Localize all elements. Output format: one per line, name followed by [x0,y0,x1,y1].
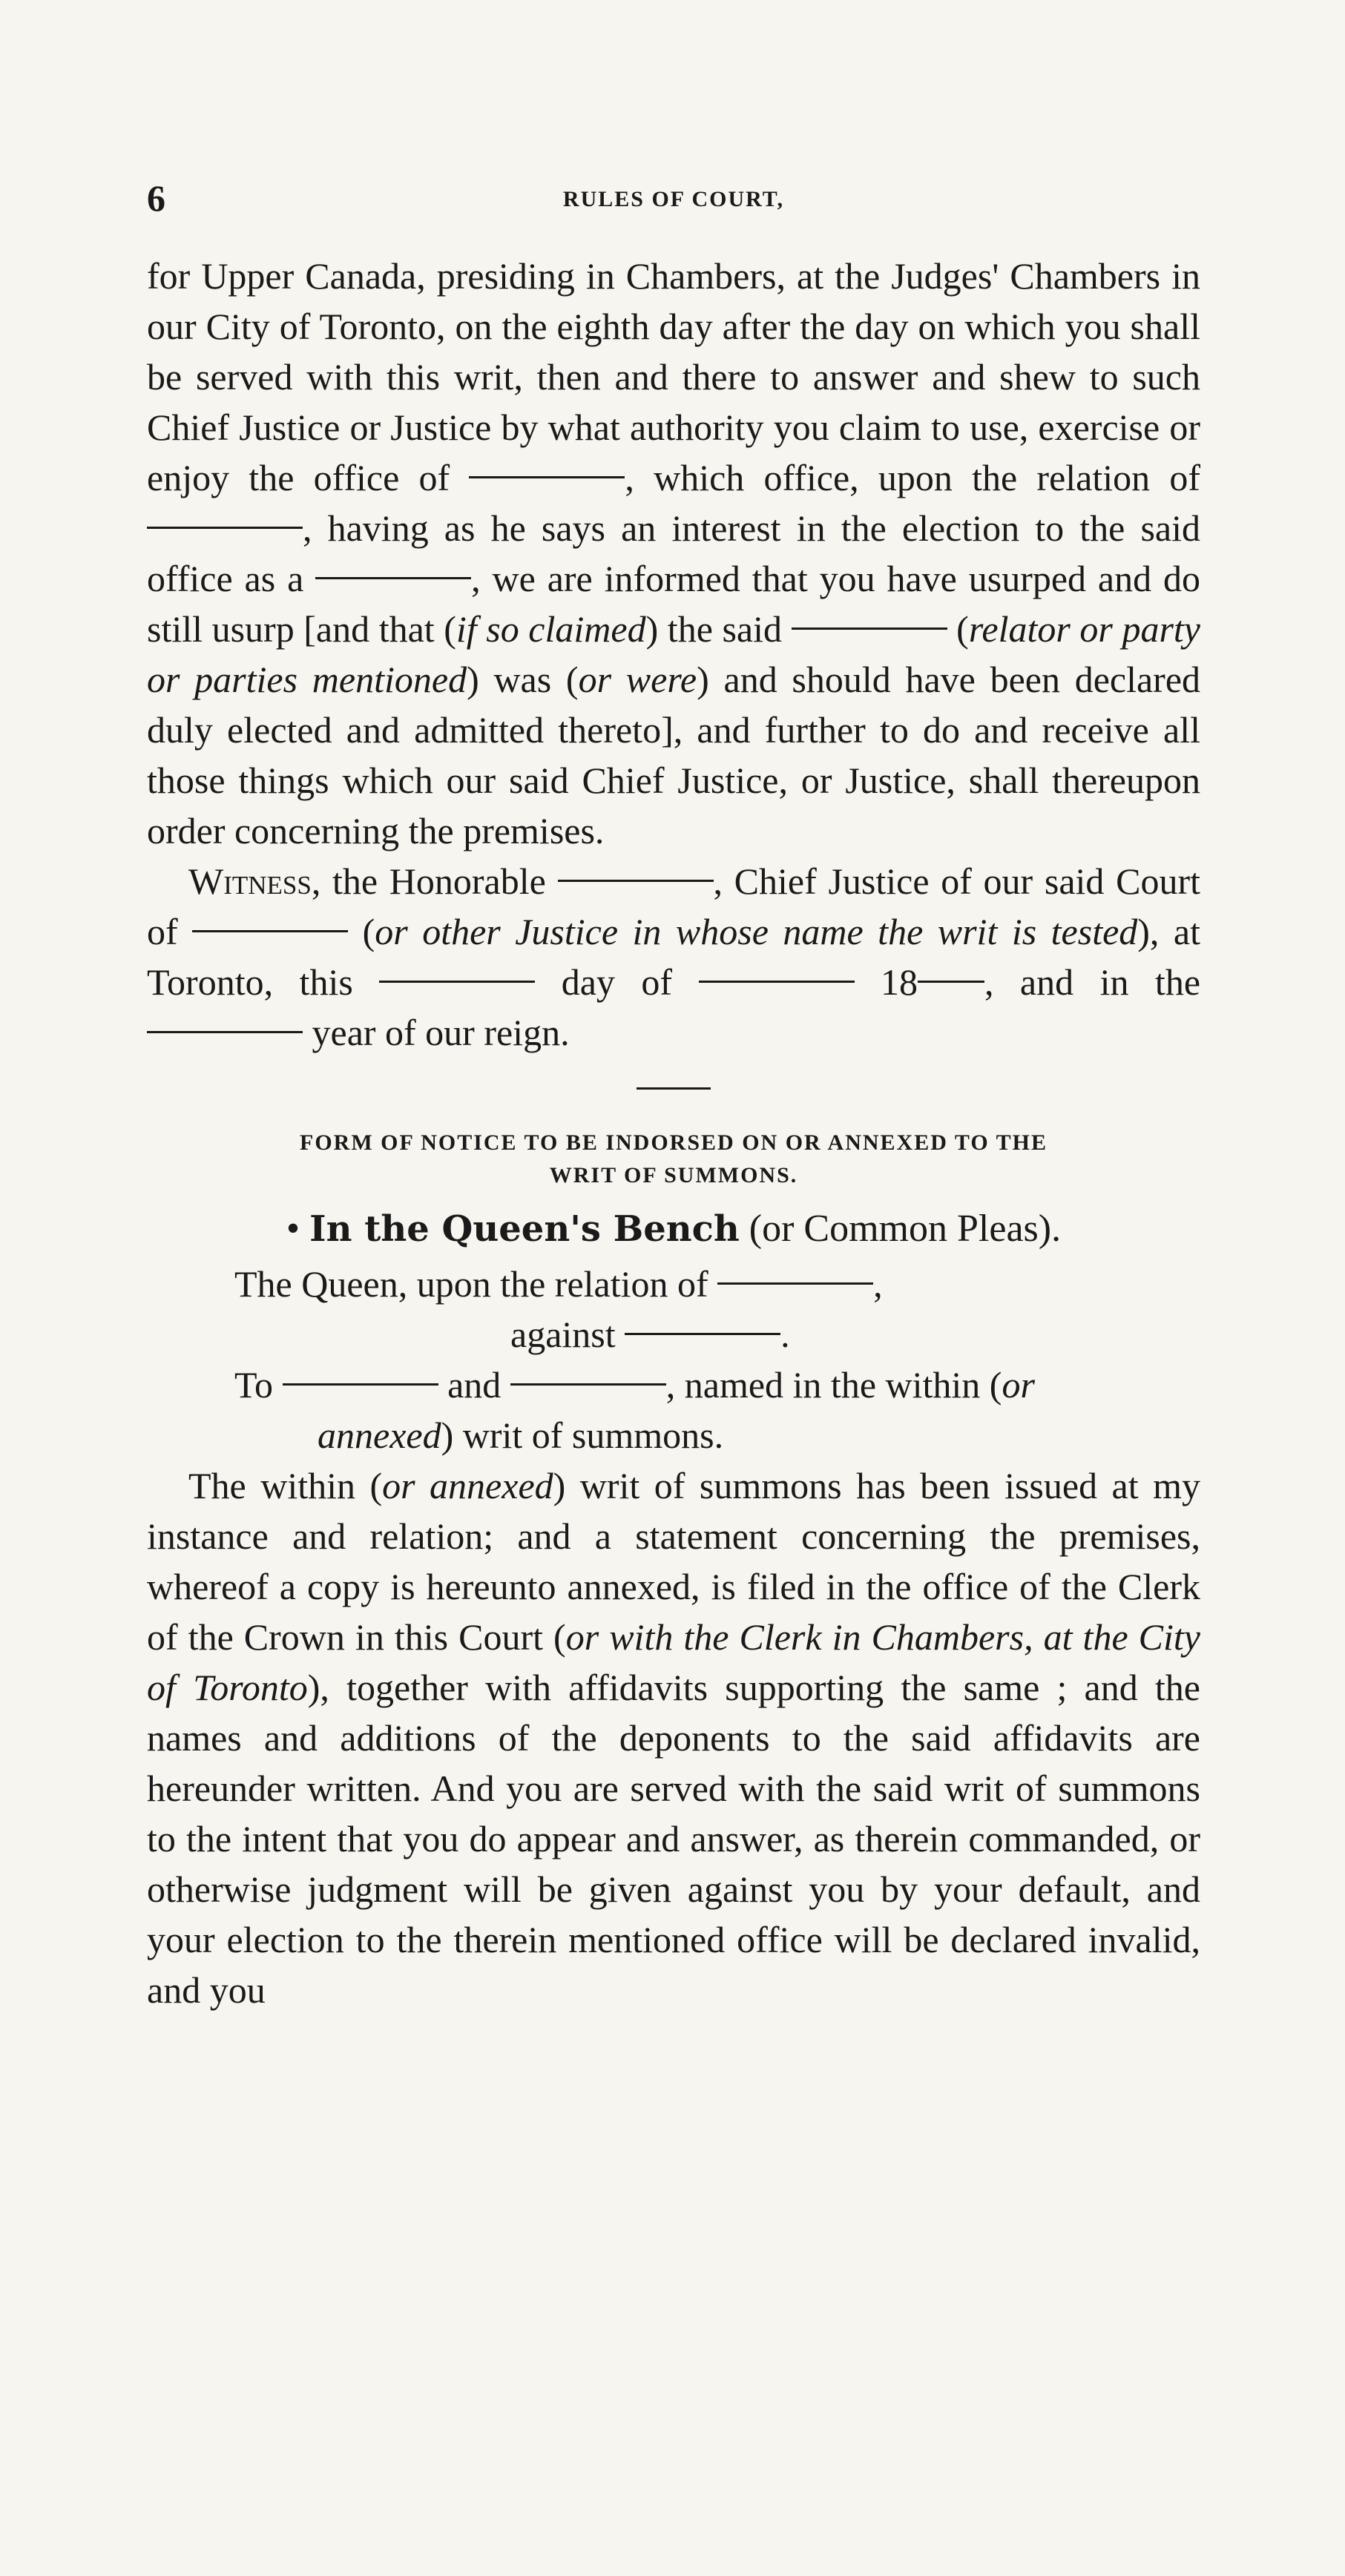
italic-run: or were [578,659,697,700]
page-number: 6 [147,177,165,219]
blank-line [147,527,303,529]
page-body [147,251,1200,2015]
notice-heading [147,1127,1200,1192]
blank-line [510,1383,666,1386]
text-run: , having as he says an interest in the election to the said office as a [147,507,1200,599]
text-run: ), at Toronto, this [147,911,1200,1003]
blank-line [558,880,714,882]
blank-line [792,627,947,630]
blank-line [315,577,471,579]
text-run: against [510,1314,625,1355]
blank-line [918,981,984,983]
text-run: ) the said [645,608,792,650]
section-divider [637,1087,711,1090]
text-run: , we are informed that you have usurped and do still usurp [and that ( [147,558,1200,650]
relation-line [147,1259,1200,1309]
writ-paragraph-1 [147,251,1200,856]
text-run: ) writ of summons has been issued at my instance and relation; and a statement concerning the premises, whereof a copy is hereunto annexed, is filed in the office of the Clerk of the Crown in this Court ( [147,1465,1200,1658]
notice-body-paragraph [147,1460,1200,2015]
text-run: and [438,1364,510,1406]
book-page [147,177,1200,2015]
blank-line [699,981,855,983]
text-run: The Queen, upon the relation of [234,1263,718,1305]
italic-run: or other Justice in whose name the writ is tested [375,911,1138,952]
blank-line [379,981,535,983]
addressee-line-continued [147,1410,1200,1460]
text-run: ) was ( [467,659,579,700]
bullet-mark: • [286,1208,300,1250]
text-run: , Chief Justice of our said Court of [147,860,1200,952]
text-run: ), together with affidavits supporting the same ; and the names and additions of the deponents to the said affidavits are hereunder written. And you are served with the said writ of summons to the intent that you do appear and answer, as therein commanded, or otherwise judgment will be given against you by your default, and your election to the therein mentioned office will be declared invalid, and you [147,1667,1200,2011]
text-run: , the Honorable [311,860,558,902]
court-name: In the Queen's Bench [309,1208,740,1250]
text-run: ( [947,608,969,650]
text-run: 18 [854,961,918,1003]
text-run: . [780,1314,790,1355]
addressee-line [147,1360,1200,1410]
text-run: , [873,1263,883,1305]
text-run: , and in the [984,961,1201,1003]
italic-run: or annexed [382,1465,553,1506]
text-run: ) and should have been declared duly elected and admitted thereto], and further to do and receive all those things which our said Chief Justice, or Justice, shall thereupon order concerning the premises. [147,659,1201,851]
blank-line [147,1031,303,1033]
court-line [147,1199,1200,1259]
blank-line [717,1282,873,1285]
italic-run: if so claimed [456,608,646,650]
italic-run: relator or party or parties mentioned [147,608,1200,700]
blank-line [625,1333,780,1335]
text-run: for Upper Canada, presiding in Chambers, at the Judges' Chambers in our City of Toronto, on the eighth day after the day on which you shall be served with this writ, then and there to answer and shew to such Chief Justice or Justice by what authority you claim to use, exercise or enjoy the office of [147,255,1200,498]
text-run: ) writ of summons. [441,1414,724,1456]
running-head: RULES OF COURT, [562,187,785,211]
witness-word: Witness [188,860,312,902]
against-line [147,1309,1200,1360]
witness-paragraph [147,856,1200,1058]
text-run: day of [535,961,699,1003]
court-alternative: (or Common Pleas). [749,1208,1062,1250]
text-run: ( [348,911,375,952]
italic-run: or [1002,1364,1035,1406]
notice-heading-line-1: FORM OF NOTICE TO BE INDORSED ON OR ANNEXED TO THE [300,1130,1048,1155]
text-run: , named in the within ( [665,1364,1002,1406]
italic-run: or with the Clerk in Chambers, at the City of Toronto [147,1616,1200,1708]
notice-heading-line-2: WRIT OF SUMMONS. [549,1163,798,1187]
page-header [147,177,1200,228]
text-run: The within ( [188,1465,383,1506]
italic-run: annexed [318,1414,441,1456]
text-run: year of our reign. [303,1012,570,1053]
blank-line [192,930,348,932]
text-run: , which office, upon the relation of [625,457,1200,498]
blank-line [283,1383,438,1386]
blank-line [469,476,625,478]
text-run: To [234,1364,283,1406]
